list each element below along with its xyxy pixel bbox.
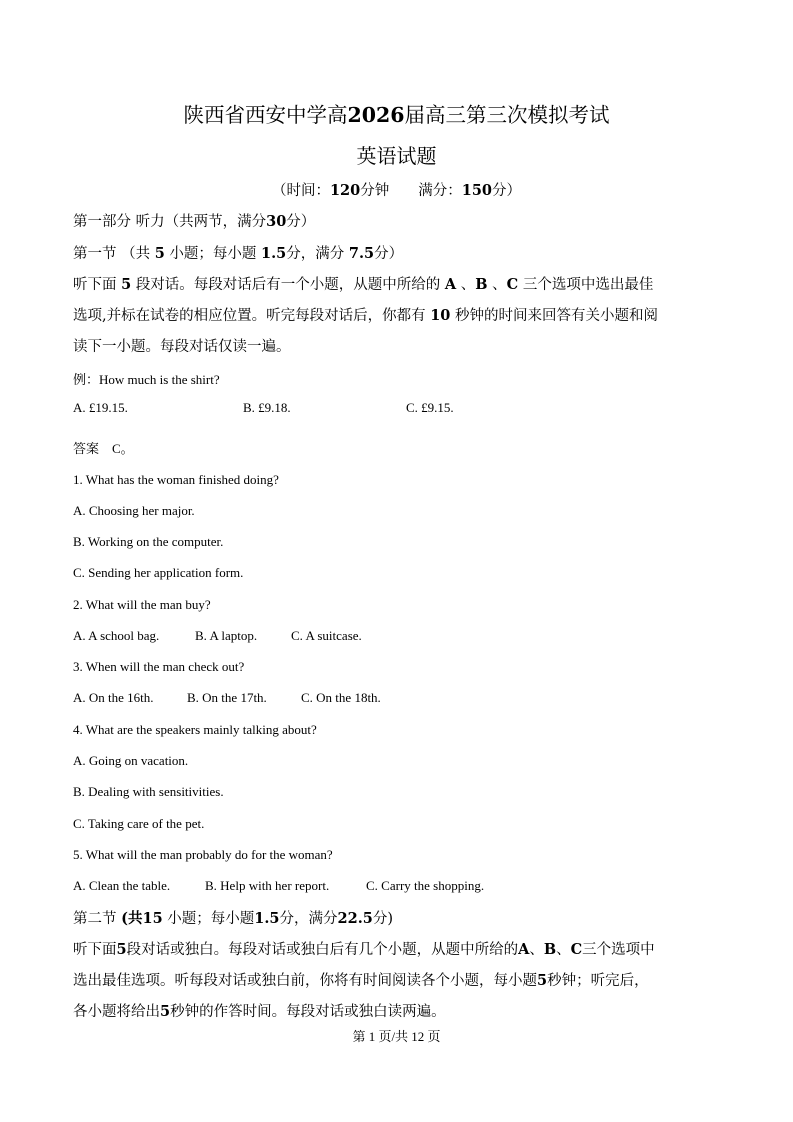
title-school: 陕西省西安中学高 <box>183 103 348 127</box>
section2-instruction-line1 <box>73 938 655 959</box>
part1-heading <box>73 210 315 231</box>
instr1-e: 、 <box>460 277 476 293</box>
page-footer: 第 1 页/共 12 页 <box>352 1029 441 1044</box>
section1-instruction-line2 <box>73 304 658 325</box>
section1-heading <box>73 242 403 263</box>
question-4-option-b: B. Dealing with sensitivities. <box>73 784 224 799</box>
time-score-info <box>0 179 793 200</box>
score-unit: 分） <box>492 183 522 199</box>
s2l1-e: 、 <box>529 942 544 958</box>
s2l2-c: 秒钟；听完后， <box>547 973 649 989</box>
score-value: 150 <box>461 182 493 199</box>
title-exam: 届高三第三次模拟考试 <box>404 103 610 127</box>
s2l3-b: 5 <box>160 1003 171 1020</box>
s2l3-a: 各小题将给出 <box>73 1004 160 1020</box>
question-5-option-a: A. Clean the table. <box>73 878 171 893</box>
section1-heading-b: 5 <box>154 245 165 262</box>
section2-heading <box>73 907 393 928</box>
part1-heading-end: 分） <box>286 214 316 230</box>
question-3-option-c: C. On the 18th. <box>301 690 381 705</box>
part1-heading-score: 30 <box>266 213 287 230</box>
example-option-a: A. £19.15. <box>73 400 128 415</box>
section1-instruction-line3: 读下一小题。每段对话仅读一遍。 <box>73 339 291 355</box>
section1-instruction-line1 <box>73 273 653 294</box>
s2-heading-d: 小题；每小题 <box>167 911 255 927</box>
question-3: 3. When will the man check out? <box>73 659 245 674</box>
instr1-f: B <box>475 276 488 293</box>
exam-title <box>0 98 793 128</box>
example-question: 例：How much is the shirt? <box>73 372 220 387</box>
instr1-a: 听下面 <box>73 277 117 293</box>
example-option-c: C. £9.15. <box>406 400 454 415</box>
s2l1-a: 听下面 <box>73 942 117 958</box>
s2-heading-a: 第二节 <box>73 911 117 927</box>
section1-heading-g: 分） <box>374 246 404 262</box>
question-2-option-a: A. A school bag. <box>73 628 160 643</box>
s2-heading-g: 22.5 <box>337 910 373 927</box>
section2-instruction-line3 <box>73 1000 446 1021</box>
instr2-b: 10 <box>430 307 451 324</box>
question-1-option-b: B. Working on the computer. <box>73 534 224 549</box>
s2-heading-b: (共 <box>121 910 143 927</box>
question-1-option-c: C. Sending her application form. <box>73 565 244 580</box>
s2l1-f: B <box>543 941 557 958</box>
section1-heading-c: 小题；每小题 <box>169 246 257 262</box>
instr1-i: 三个选项中选出最佳 <box>522 277 654 293</box>
score-label: 分钟 满分： <box>360 183 462 199</box>
s2l1-b: 5 <box>116 941 127 958</box>
s2l3-c: 秒钟的作答时间。每段对话或独白读两遍。 <box>170 1004 446 1020</box>
instr1-b: 5 <box>121 276 132 293</box>
instr2-c: 秒钟的时间来回答有关小题和阅 <box>455 308 659 324</box>
question-4: 4. What are the speakers mainly talking about? <box>73 722 317 737</box>
s2-heading-h: 分) <box>372 911 394 927</box>
s2l1-g: 、 <box>556 942 571 958</box>
s2l1-h: C <box>570 941 583 958</box>
section1-heading-a: 第一节 （共 <box>73 246 151 262</box>
section1-heading-f: 7.5 <box>348 245 375 262</box>
title-year: 2026 <box>347 103 405 127</box>
s2-heading-e: 1.5 <box>254 910 280 927</box>
question-5-option-b: B. Help with her report. <box>205 878 330 893</box>
s2l1-c: 段对话或独白。每段对话或独白后有几个小题，从题中所给的 <box>126 942 519 958</box>
time-value: 120 <box>329 182 361 199</box>
s2-heading-c: 15 <box>142 910 163 927</box>
s2-heading-f: 分，满分 <box>279 911 338 927</box>
s2l1-d: A <box>518 941 530 958</box>
time-label: （时间： <box>271 183 330 199</box>
section2-instruction-line2 <box>73 969 649 990</box>
part1-heading-text: 第一部分 听力（共两节，满分 <box>73 214 267 230</box>
question-4-option-c: C. Taking care of the pet. <box>73 816 205 831</box>
instr1-g: 、 <box>492 277 507 293</box>
instr1-d: A <box>444 276 457 293</box>
example-answer: 答案 C。 <box>73 441 134 456</box>
question-5-option-c: C. Carry the shopping. <box>366 878 485 893</box>
question-3-option-a: A. On the 16th. <box>73 690 154 705</box>
section1-heading-d: 1.5 <box>261 245 287 262</box>
question-2-option-b: B. A laptop. <box>195 628 258 643</box>
question-2-option-c: C. A suitcase. <box>291 628 362 643</box>
section1-heading-e: 分，满分 <box>286 246 345 262</box>
instr1-h: C <box>506 276 519 293</box>
question-2: 2. What will the man buy? <box>73 597 211 612</box>
example-option-b: B. £9.18. <box>243 400 291 415</box>
s2l1-i: 三个选项中 <box>582 942 655 958</box>
question-3-option-b: B. On the 17th. <box>187 690 267 705</box>
exam-subtitle: 英语试题 <box>356 144 437 168</box>
s2l2-a: 选出最佳选项。听每段对话或独白前，你将有时间阅读各个小题，每小题 <box>73 973 537 989</box>
instr2-a: 选项,并标在试卷的相应位置。听完每段对话后，你都有 <box>73 308 426 324</box>
question-4-option-a: A. Going on vacation. <box>73 753 189 768</box>
s2l2-b: 5 <box>537 972 548 989</box>
question-5: 5. What will the man probably do for the woman? <box>73 847 333 862</box>
instr1-c: 段对话。每段对话后有一个小题，从题中所给的 <box>135 277 441 293</box>
question-1: 1. What has the woman finished doing? <box>73 472 279 487</box>
question-1-option-a: A. Choosing her major. <box>73 503 195 518</box>
